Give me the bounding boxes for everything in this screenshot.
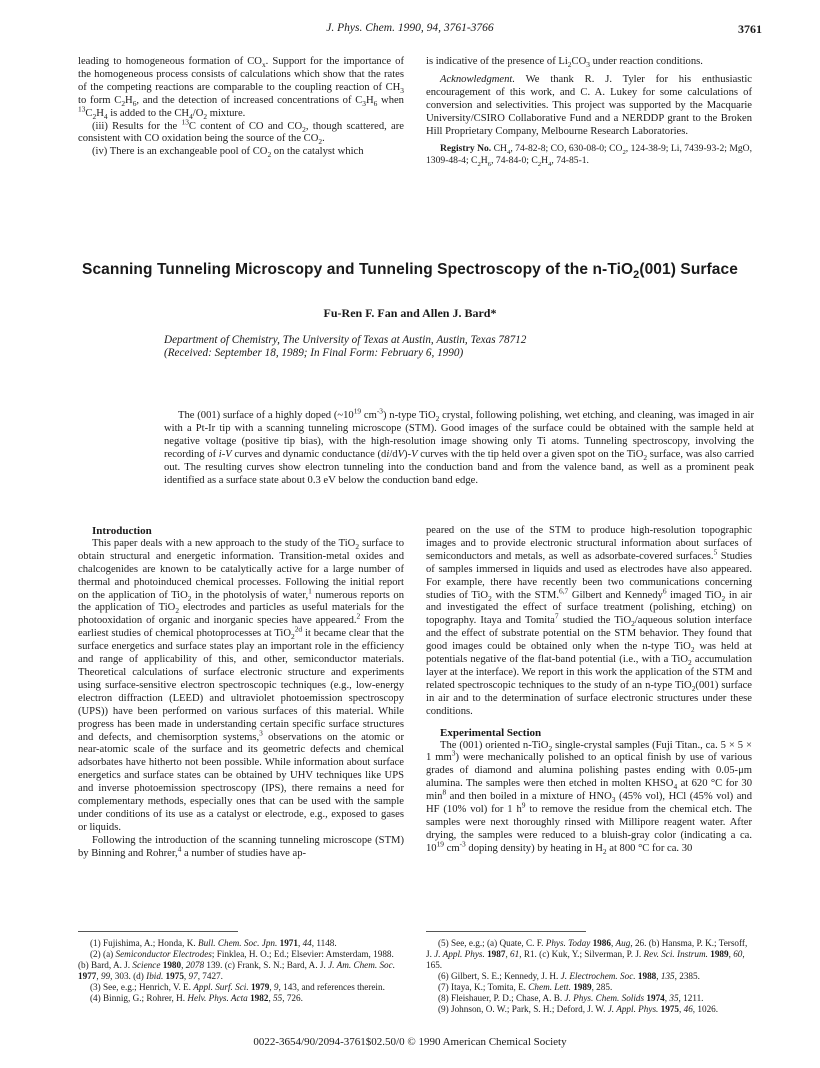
footnote: (2) (a) Semiconductor Electrodes; Finklea, H. O.; Ed.; Elsevier: Amsterdam, 1988. (b) Bard, A. J. Science 1980, 2078 139. (c) Frank, S. N.; Bard, A. J. J. Am. Chem. Soc. 1977, 99, 303. (d) Ibid. 1975, 97, 7427. — [78, 949, 396, 981]
body-paragraph: The (001) oriented n-TiO$_2$ single-crystal samples (Fuji Titan., ca. 5 × 5 × 1 $mm^3$) were mechanically polished to an optical finish by use of various grades of diamond and alumina polishing pastes ending with 0.05-μm alumina. The samples were then etched in molten $KHSO_4$ at 620 °C for 30 $\min^8$ and then boiled in a mixture of $HNO_3$ (45% vol), HCl (45% vol) and HF (10% vol) for 1 $h^9$ to remove the residue from the chemical etch. The samples were next thoroughly rinsed with Millipore reagent water. After drying, the samples were reduced to a bluish-gray color (indicating a ca. $10^{19}$ $cm^{-3}$ doping density) by heating in $H_2$ at 800 °C for ca. 30 — [426, 739, 752, 856]
prev-paragraph: is indicative of the presence of $Li_2CO_3$ under reaction conditions. — [426, 56, 703, 70]
article-title: Scanning Tunneling Microscopy and Tunneling Spectroscopy of the n-TiO$_2$(001) Surface — [82, 261, 738, 282]
body-paragraph: Following the introduction of the scanning tunneling microscope (STM) by Binning and Rohrer,$^4$ a number of studies have ap- — [78, 834, 404, 859]
footnote-rule-right — [426, 931, 586, 932]
acknowledgment: Acknowledgment. We thank R. J. Tyler for his enthusiastic encouragement of this work, and C. A. Lukey for some calculations of conversion and selectivities. This project was supported by the Macquarie University/CSIRO Collaborative Fund and a NERDDP grant to the Broken Hill Proprietary Company, Melbourne Research Laboratories. — [426, 73, 752, 137]
footnote: (4) Binnig, G.; Rohrer, H. Helv. Phys. Acta 1982, 55, 726. — [90, 993, 303, 1003]
copyright-footer: 0022-3654/90/2094-3761$02.50/0 © 1990 American Chemical Society — [253, 1036, 567, 1048]
footnote-rule-left — [78, 931, 238, 932]
journal-year-volume: 1990, 94, 3761-3766 — [397, 22, 494, 34]
section-heading-introduction: Introduction — [92, 525, 152, 537]
prev-paragraph: (iv) There is an exchangeable pool of $CO_2$ on the catalyst which — [92, 146, 364, 160]
footnote: (1) Fujishima, A.; Honda, K. Bull. Chem. Soc. Jpn. 1971, 44, 1148. — [90, 938, 337, 948]
body-left-column — [78, 525, 404, 861]
section-heading-experimental: Experimental Section — [440, 726, 542, 739]
body-paragraph: This paper deals with a new approach to the study of the TiO$_2$ surface to obtain structural and energetic information. Transition-metal oxides and chalcogenides are known to be catalytically active for a large number of thermal and photoinduced chemical processes. Following the initial report on the application of TiO$_2$ in the photolysis of water,$^1$ numerous reports on the application of TiO$_2$ electrodes and particles as useful materials for the photooxidation of organic and inorganic species have appeared.$^2$ From the earliest studies of chemical photoprocesses at TiO$_2^{2d}$ it became clear that the surface energetics and surface states play an important role in the efficiency and range of applicability of this, and other, semiconductor materials. Theoretical calculations of surface electronic structure and experiments using surface-sensitive electron spectroscopic techniques (e.g., low-energy electron diffraction (LEED) and ultraviolet photoemission spectroscopy (UPS)) have been performed on various surfaces of this material. While progress has been made in understanding certain specific surface structures and defects, and chemisorption systems,$^3$ observations on the atomic or near-atomic scale of the surface and its geometric defects and chemical adsorbates have hitherto not been possible. While information about surface energetics and surface states can be obtained by UHV techniques like UPS and inverse photoemission spectroscopy (IPS), there remains a need for complementary methods, especially ones that can be used with the sample under conditions of its use as a catalyst or electrode, e.g., exposed to gases or liquids. — [78, 537, 405, 833]
body-paragraph: peared on the use of the STM to produce high-resolution topographic images and to provide electronic structural information about surfaces of semiconductors and metals, as well as adsorbate-covered surfaces.$^5$ Studies of samples immersed in liquids and used as electrodes have also appeared. For example, there have recently been two communications concerning studies of TiO$_2$ with the STM.$^{6,7}$ Gilbert and Kennedy$^6$ imaged TiO$_2$ in air and investigated the effect of surface treatment (polishing, etching) on topography. Itaya and Tomita$^7$ studied the TiO$_2$/aqueous solution interface and the effect of substrate potential on the STM behavior. They found that good images could be obtained only when the n-type TiO$_2$ was held at potentials negative of the flat-band potential (i.e., with a TiO$_2$ accumulation layer at the interface). We report in this work the application of the STM and related spectroscopic techniques to the study of an n-type TiO$_2$(001) surface in air and to the determination of surface electronic structures under these conditions. — [426, 525, 752, 717]
footnote: (7) Itaya, K.; Tomita, E. Chem. Lett. 1989, 285. — [438, 982, 613, 992]
previous-article-right — [426, 56, 752, 166]
footnote: (3) See, e.g.; Henrich, V. E. Appl. Surf. Sci. 1979, 9, 143, and references therein. — [90, 982, 385, 992]
footnote: (8) Fleishauer, P. D.; Chase, A. B. J. Phys. Chem. Solids 1974, 35, 1211. — [438, 993, 704, 1003]
abstract — [164, 406, 754, 487]
abstract-text: The (001) surface of a highly doped ($\sim 10^{19}$ $cm^{-3}$) n-type TiO$_2$ crystal, following polishing, wet etching, and cleaning, was imaged in air with a Pt-Ir tip with a scanning tunneling microscope (STM). Good images of the surface could be obtained with the sample held at negative voltage (positive tip bias), with the high-resolution image showing only Ti atoms. Tunneling spectroscopy, involving the recording of i-V curves and dynamic conductance (di/dV)-V curves with the tip held over a given spot on the TiO$_2$ surface, was also carried out. The resulting curves show electron tunneling into the conduction band and from the valence band, as well as a prominent peak identified as a surface state about 0.3 eV below the conduction band edge. — [164, 406, 754, 486]
journal-citation — [0, 22, 820, 34]
article-authors: Fu-Ren F. Fan and Allen J. Bard* — [323, 306, 497, 320]
footnotes-left — [78, 938, 404, 1004]
running-header — [0, 22, 820, 40]
received-dates: (Received: September 18, 1989; In Final Form: February 6, 1990) — [164, 347, 464, 359]
prev-paragraph: leading to homogeneous formation of $CO_x$. Support for the importance of the homogeneous process consists of calculations which show that the rates of the competing reactions are comparable to the coupling reaction of $CH_3$ to form $C_2H_6$, and the detection of increased concentrations of $C_3H_6$ when $^{13}C_2H_4$ is added to the $CH_4/O_2$ mixture. — [78, 56, 404, 121]
body-right-column — [426, 525, 752, 856]
prev-paragraph: (iii) Results for the $^{13}$C content of CO and $CO_2$, though scattered, are consistent with CO oxidation being the source of the $CO_2$. — [78, 117, 404, 147]
footnotes-right — [426, 938, 752, 1015]
footnote: (9) Johnson, O. W.; Park, S. H.; Deford, J. W. J. Appl. Phys. 1975, 46, 1026. — [438, 1004, 719, 1014]
page-number: 3761 — [738, 22, 762, 36]
journal-name: J. Phys. Chem. — [326, 22, 395, 34]
registry-numbers: Registry No. $CH_4$, 74-82-8; CO, 630-08-0; $CO_2$, 124-38-9; Li, 7439-93-2; MgO, 1309-48-4; $C_2H_6$, 74-84-0; $C_2H_4$, 74-85-1. — [426, 143, 753, 168]
footnote: (5) See, e.g.; (a) Quate, C. F. Phys. Today 1986, Aug, 26. (b) Hansma, P. K.; Tersoff, J. J. Appl. Phys. 1987, 61, R1. (c) Kuk, Y.; Silverman, P. J. Rev. Sci. Instrum. 1989, 60, 165. — [426, 938, 748, 970]
affiliation-line: Department of Chemistry, The University of Texas at Austin, Austin, Texas 78712 — [164, 334, 527, 346]
previous-article-left — [78, 56, 404, 159]
footnote: (6) Gilbert, S. E.; Kennedy, J. H. J. Electrochem. Soc. 1988, 135, 2385. — [438, 971, 700, 981]
author-affiliation — [164, 334, 684, 360]
